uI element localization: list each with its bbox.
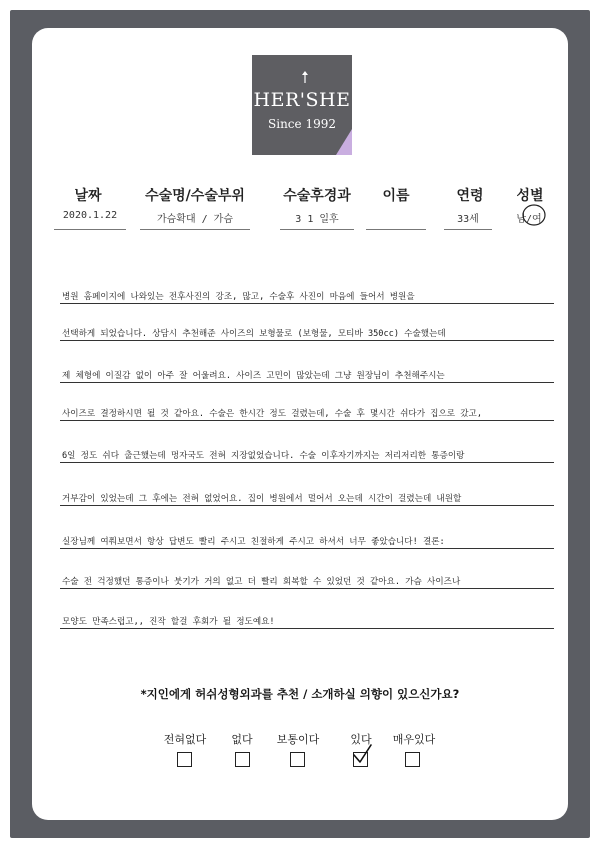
header-sex: 성별 — [516, 188, 544, 204]
option-box-very-likely[interactable] — [405, 752, 420, 767]
review-line: 병원 홈페이지에 나와있는 전후사진의 강조, 많고, 수술후 사진이 마음에 들어서 병원을 — [62, 292, 415, 302]
after-underline — [280, 229, 354, 230]
surgery-underline — [140, 229, 250, 230]
header-after: 수술후경과 — [283, 188, 351, 204]
review-line: 거부감이 있었는데 그 후에는 전혀 없었어요. 집이 병원에서 멀어서 오는데 시간이 걸렸는데 내원할 — [62, 494, 462, 504]
option-label-likely: 있다 — [350, 733, 372, 746]
sex-circle-icon — [521, 203, 547, 227]
rule-line — [60, 588, 554, 589]
review-line: 실장님께 여쭤보면서 항상 답변도 빨리 주시고 친절하게 주시고 하셔서 너무 좋았습니다! 결론: — [62, 537, 445, 547]
review-line: 6일 정도 쉬다 출근했는데 멍자국도 전혀 지장없었습니다. 수술 이후자기까지는 저리저리한 통증이랑 — [62, 451, 465, 461]
value-after: 3 1 일후 — [295, 214, 339, 225]
logo-corner-accent — [336, 129, 352, 155]
value-date: 2020.1.22 — [62, 210, 118, 221]
review-line: 선택하게 되었습니다. 상담시 추천해준 사이즈의 보형물로 (보형물, 모티바 350cc) 수술했는데 — [62, 329, 446, 339]
age-underline — [444, 229, 492, 230]
review-line: 제 체형에 이질감 없이 아주 잘 어울려요. 사이즈 고민이 많았는데 그냥 원장님이 추천해주시는 — [62, 371, 445, 381]
option-label-very-unlikely: 전혀없다 — [163, 733, 207, 746]
value-surgery: 가슴확대 / 가슴 — [156, 214, 234, 225]
rule-line — [60, 462, 554, 463]
logo-since: Since 1992 — [268, 117, 336, 131]
header-date: 날짜 — [74, 188, 102, 204]
review-line: 모양도 만족스럽고,, 진작 할걸 후회가 될 정도예요! — [62, 617, 275, 627]
review-line: 수술 전 걱정했던 통증이나 붓기가 거의 없고 더 빨리 회복할 수 있었던 것 같아요. 가슴 사이즈나 — [62, 577, 461, 587]
value-age: 33세 — [457, 214, 479, 225]
check-mark-icon — [351, 743, 373, 765]
recommend-question: *지인에게 허쉬성형외과를 추천 / 소개하실 의향이 있으신가요? — [140, 687, 460, 701]
option-box-neutral[interactable] — [290, 752, 305, 767]
date-underline — [54, 229, 126, 230]
logo-brand: HER'SHE — [253, 89, 351, 111]
logo-pin-icon — [300, 71, 310, 83]
header-surgery: 수술명/수술부위 — [145, 188, 245, 204]
review-line: 사이즈로 결정하시면 될 것 같아요. 수술은 한시간 정도 걸렸는데, 수술 후 몇시간 쉬다가 집으로 갔고, — [62, 409, 483, 419]
name-underline — [366, 229, 426, 230]
option-box-very-unlikely[interactable] — [177, 752, 192, 767]
value-sex-text: 남/여 — [516, 214, 542, 225]
header-name: 이름 — [382, 188, 410, 204]
rule-line — [60, 548, 554, 549]
rule-line — [60, 628, 554, 629]
rule-line — [60, 303, 554, 304]
rule-line — [60, 340, 554, 341]
option-label-unlikely: 없다 — [231, 733, 253, 746]
option-box-likely[interactable] — [353, 752, 368, 767]
rule-line — [60, 382, 554, 383]
rule-line — [60, 420, 554, 421]
option-box-unlikely[interactable] — [235, 752, 250, 767]
header-age: 연령 — [456, 188, 484, 204]
option-label-neutral: 보통이다 — [276, 733, 320, 746]
rule-line — [60, 505, 554, 506]
hershe-logo — [252, 55, 352, 155]
option-label-very-likely: 매우있다 — [392, 733, 436, 746]
